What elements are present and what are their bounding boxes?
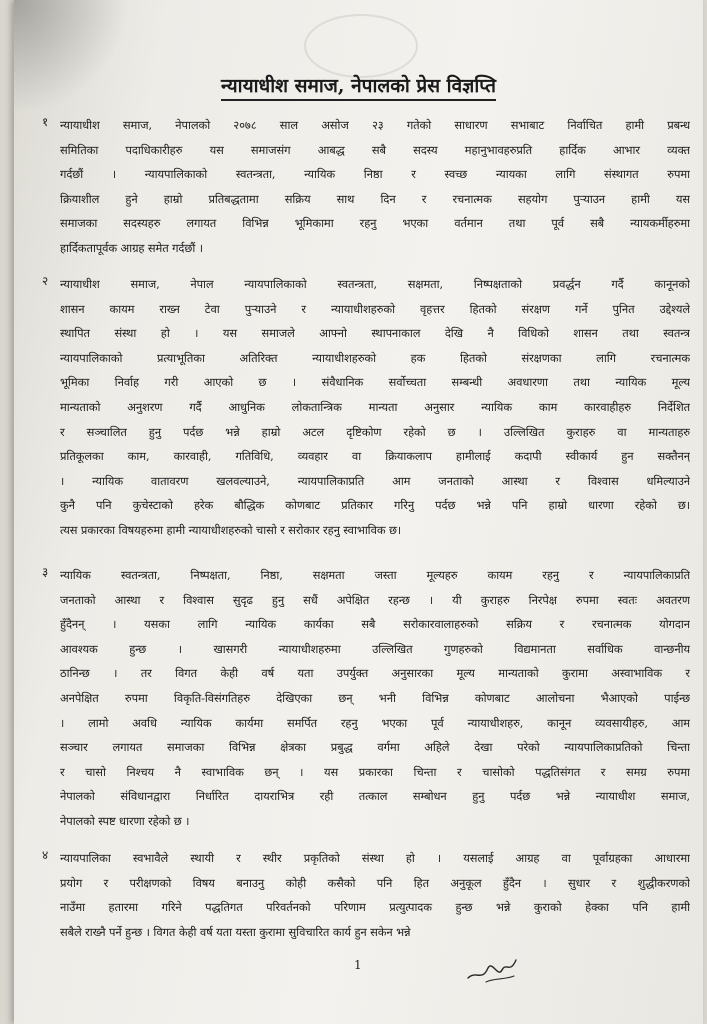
text-line: न्यायपालिका स्वभावैले स्थायी र स्थीर प्रकृतिको संस्था हो । यसलाई आग्रह वा पूर्वाग्रहका आधारमा: [60, 851, 690, 865]
paragraph-number: २: [42, 274, 49, 288]
text-line: सञ्चार लगायत समाजका विभिन्न क्षेत्रका प्रबुद्ध वर्गमा अहिले देखा परेको न्यायपालिकाप्रतिको चिन्ता: [60, 740, 690, 755]
text-line: जनताको आस्था र विश्वास सुदृढ हुनु सधैं अपेक्षित रहन्छ । यी कुराहरु निरपेक्ष रुपमा स्वतः अवतरण: [60, 592, 690, 607]
paragraph-3: [42, 563, 690, 834]
text-line: । न्यायिक वातावरण खलवल्याउने, न्यायपालिकाप्रति आम जनताको आस्था र विश्वास धमिल्याउने: [60, 473, 690, 488]
text-line: न्यायिक स्वतन्त्रता, निष्पक्षता, निष्ठा, सक्षमता जस्ता मूल्यहरु कायम रहनु र न्यायपालिकाप्रति: [60, 568, 690, 582]
text-line: न्यायाधीश समाज, नेपाल न्यायपालिकाको स्वतन्त्रता, सक्षमता, निष्पक्षताको प्रवर्द्धन गर्दै कानूनको: [60, 277, 690, 291]
title-text: न्यायाधीश समाज, नेपालको प्रेस विज्ञप्ति: [221, 75, 496, 101]
text-line: मान्यताको अनुशरण गर्दै आधुनिक लोकतान्त्रिक मान्यता अनुसार न्यायिक काम कारवाहीहरु निर्देशित: [60, 399, 690, 414]
paragraph-number: १: [42, 115, 49, 129]
text-line: हुँदैनन् । यसका लागि न्यायिक कार्यका सबै सरोकारवालाहरुको सक्रिय र रचनात्मक योगदान: [60, 617, 690, 632]
paragraph-2: [42, 272, 690, 543]
text-line: । लामो अवधि न्यायिक कार्यमा समर्पित रहनु भएका पूर्व न्यायाधीशहरु, कानून व्यवसायीहरु, आम: [60, 715, 690, 730]
text-line: स्थापित संस्था हो । यस समाजले आफ्नो स्थापनाकाल देखि नै विधिको शासन तथा स्वतन्त्र: [60, 326, 690, 341]
text-line: गर्दछौं । न्यायपालिकाको स्वतन्त्रता, न्यायिक निष्ठा र स्वच्छ न्यायका लागि संस्थागत रुपमा: [60, 167, 690, 182]
faded-stamp: [304, 14, 418, 78]
text-line: र सञ्चालित हुनु पर्दछ भन्ने हाम्रो अटल दृष्टिकोण रहेको छ । उल्लिखित कुराहरु वा मान्यताहरु: [60, 424, 690, 439]
text-line: नेपालको स्पष्ट धारणा रहेको छ ।: [60, 813, 190, 828]
text-line: आवश्यक हुन्छ । खासगरी न्यायाधीशहरुमा उल्लिखित गुणहरुको विद्यमानता सर्वाधिक वान्छनीय: [60, 641, 690, 656]
document-page: [14, 0, 703, 1024]
paragraph-1: [42, 113, 690, 261]
paragraph-number: ३: [42, 565, 49, 579]
text-line: न्यायपालिकाको प्रत्याभूतिका अतिरिक्त न्यायाधीशहरुको हक हितको संरक्षणका लागि रचनात्मक: [60, 350, 690, 365]
document-title: [14, 72, 703, 98]
paragraph-number: ४: [42, 848, 49, 862]
text-line: भूमिका निर्वाह गरी आएको छ । संवैधानिक सर्वोच्चता सम्बन्धी अवधारणा तथा न्यायिक मूल्य: [60, 375, 690, 390]
text-line: त्यस प्रकारका विषयहरुमा हामी न्यायाधीशहरुको चासो र सरोकार रहनु स्वाभाविक छ।: [60, 522, 402, 537]
text-line: कुनै पनि कुचेस्टाको हरेक बौद्धिक कोणबाट प्रतिकार गरिनु पर्दछ भन्ने पनि हाम्रो धारणा रहेको छ।: [60, 498, 690, 513]
text-line: र चासो निश्चय नै स्वाभाविक छन् । यस प्रकारका चिन्ता र चासोको पद्धतिसंगत र समग्र रुपमा: [60, 764, 690, 779]
paragraph-4: [42, 846, 690, 944]
text-line: अनपेक्षित रुपमा विकृति-विसंगतिहरु देखिएका छन् भनी विभिन्न कोणबाट आलोचना भैआएको पाईन्छ: [60, 690, 690, 705]
signature-icon: [464, 948, 524, 988]
text-line: न्यायाधीश समाज, नेपालको २०७८ साल असोज २३ गतेको साधारण सभाबाट निर्वाचित हामी प्रबन्ध: [60, 118, 690, 132]
page-number: 1: [354, 958, 362, 972]
text-line: नेपालको संविधानद्वारा निर्धारित दायराभित्र रही तत्काल सम्बोधन हुनु पर्दछ भन्ने न्यायाधीश समाज,: [60, 789, 690, 804]
text-line: नाउँमा हतारमा गरिने पद्धतिगत परिवर्तनको परिणाम प्रत्युत्पादक हुन्छ भन्ने कुराको हेक्का पनि हामी: [60, 900, 690, 915]
text-line: क्रियाशील हुने हाम्रो प्रतिबद्धतामा सक्रिय साथ दिन र रचनात्मक सहयोग पुऱ्याउन हामी यस: [60, 191, 690, 206]
text-line: शासन कायम राख्न टेवा पुऱ्याउने र न्यायाधीशहरुको वृहत्तर हितको संरक्षण गर्ने पुनित उद्देश्यले: [60, 301, 690, 316]
text-line: हार्दिकतापूर्वक आग्रह समेत गर्दछौं ।: [60, 240, 203, 255]
text-line: प्रयोग र परीक्षणको विषय बनाउनु कोही कसैको पनि हित अनुकूल हुँदैन । सुधार र शुद्धीकरणको: [60, 875, 690, 890]
text-line: सबैले राख्नै पर्ने हुन्छ । विगत केही वर्ष यता यस्ता कुरामा सुविचारित कार्य हुन सकेन भन्ने: [60, 924, 411, 939]
text-line: समाजका सदस्यहरु लगायत विभिन्न भूमिकामा रहनु भएका वर्तमान तथा पूर्व सबै न्यायकर्मीहरुमा: [60, 216, 690, 231]
text-line: ठानिन्छ । तर विगत केही वर्ष यता उपर्युक्त अनुसारका मूल्य मान्यताको कुरामा अस्वाभाविक र: [60, 666, 690, 681]
text-line: प्रतिकूलका काम, कारवाही, गतिविधि, व्यवहार वा क्रियाकलाप हामीलाई कदापी स्वीकार्य हुन सक्तैनन्: [60, 449, 690, 464]
text-line: समितिका पदाधिकारीहरु यस समाजसंग आबद्ध सबै सदस्य महानुभावहरुप्रति हार्दिक आभार व्यक्त: [60, 142, 690, 157]
